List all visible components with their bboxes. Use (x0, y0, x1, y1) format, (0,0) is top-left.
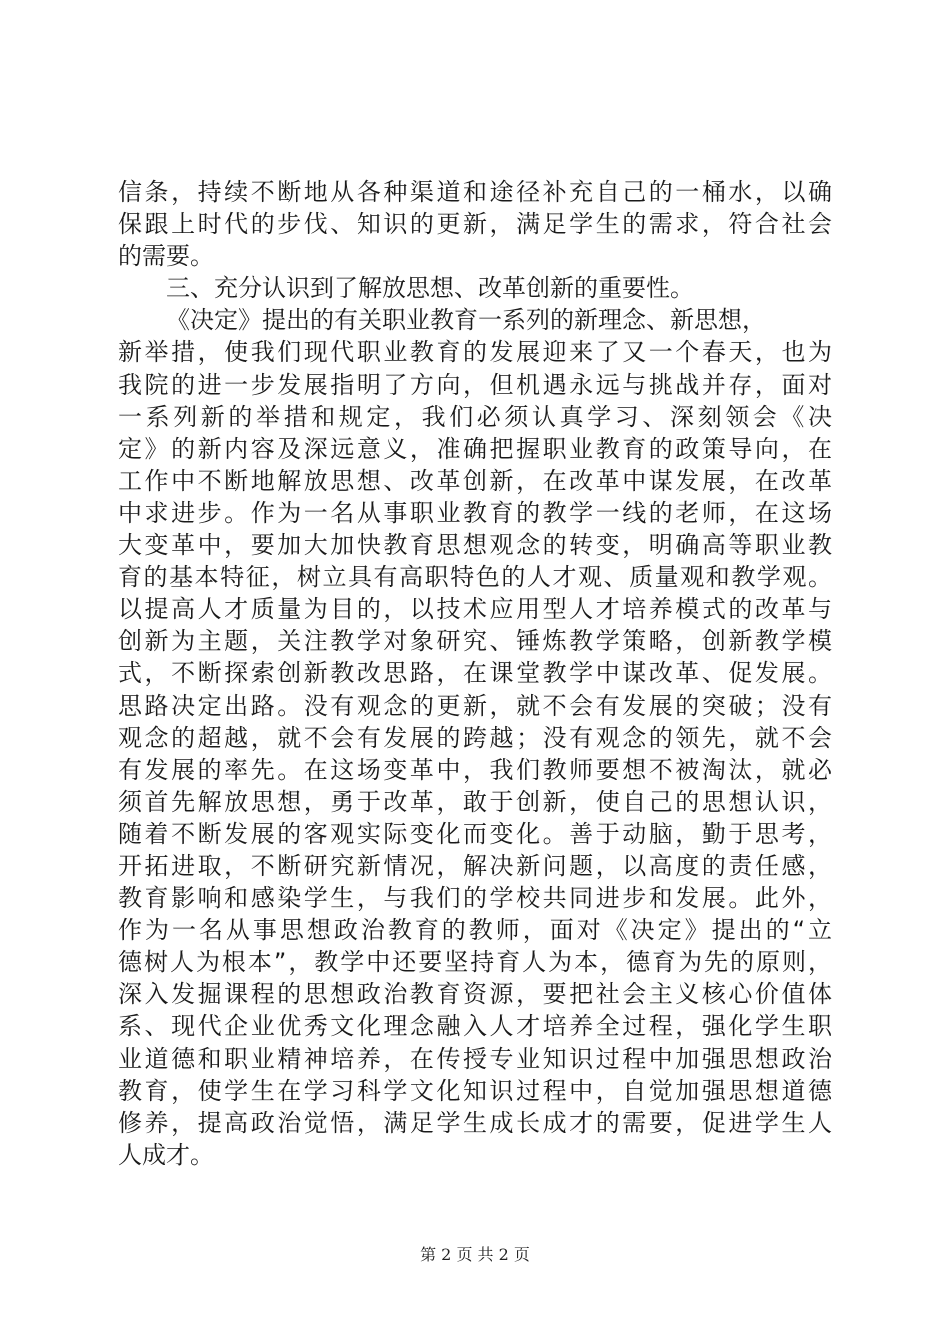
text-line: 业道德和职业精神培养，在传授专业知识过程中加强思想政治 (118, 1044, 832, 1073)
text-line: 有发展的率先。在这场变革中，我们教师要想不被淘汰，就必 (118, 755, 832, 784)
text-line: 随着不断发展的客观实际变化而变化。善于动脑，勤于思考， (118, 819, 832, 848)
text-line: 定》的新内容及深远意义，准确把握职业教育的政策导向，在 (118, 434, 832, 463)
text-line: 《决定》提出的有关职业教育一系列的新理念、新思想， (166, 306, 766, 335)
text-line: 须首先解放思想，勇于改革，敢于创新，使自己的思想认识， (118, 787, 832, 816)
page-number-footer: 第 2 页 共 2 页 (420, 1245, 530, 1264)
text-line: 教育，使学生在学习科学文化知识过程中，自觉加强思想道德 (118, 1076, 832, 1105)
text-line: 深入发掘课程的思想政治教育资源，要把社会主义核心价值体 (118, 980, 832, 1009)
body-text (118, 176, 832, 1171)
text-line: 作为一名从事思想政治教育的教师，面对《决定》提出的“立 (118, 916, 832, 945)
section-heading: 三、充分认识到了解放思想、改革创新的重要性。 (166, 274, 694, 303)
text-line: 修养，提高政治觉悟，满足学生成长成才的需要，促进学生人 (118, 1108, 832, 1137)
text-line: 人成才。 (118, 1140, 214, 1169)
text-line: 观念的超越，就不会有发展的跨越；没有观念的领先，就不会 (118, 723, 832, 752)
text-line: 开拓进取，不断研究新情况，解决新问题，以高度的责任感， (118, 851, 832, 880)
text-line: 式，不断探索创新教改思路，在课堂教学中谋改革、促发展。 (118, 659, 832, 688)
text-line: 思路决定出路。没有观念的更新，就不会有发展的突破；没有 (118, 691, 832, 720)
text-line: 德树人为根本”，教学中还要坚持育人为本，德育为先的原则， (118, 948, 832, 977)
text-line: 一系列新的举措和规定，我们必须认真学习、深刻领会《决 (118, 402, 832, 431)
text-line: 以提高人才质量为目的，以技术应用型人才培养模式的改革与 (118, 595, 832, 624)
text-line: 的需要。 (118, 242, 214, 271)
text-line: 保跟上时代的步伐、知识的更新，满足学生的需求，符合社会 (118, 210, 832, 239)
text-line: 中求进步。作为一名从事职业教育的教学一线的老师，在这场 (118, 498, 832, 527)
text-line: 大变革中，要加大加快教育思想观念的转变，明确高等职业教 (118, 531, 832, 560)
text-line: 工作中不断地解放思想、改革创新，在改革中谋发展，在改革 (118, 466, 832, 495)
text-line: 教育影响和感染学生，与我们的学校共同进步和发展。此外， (118, 884, 832, 913)
text-line: 育的基本特征，树立具有高职特色的人才观、质量观和教学观。 (118, 563, 832, 592)
text-line: 系、现代企业优秀文化理念融入人才培养全过程，强化学生职 (118, 1012, 832, 1041)
text-line: 我院的进一步发展指明了方向，但机遇永远与挑战并存，面对 (118, 370, 832, 399)
text-line: 新举措，使我们现代职业教育的发展迎来了又一个春天，也为 (118, 338, 832, 367)
text-line: 信条，持续不断地从各种渠道和途径补充自己的一桶水，以确 (118, 178, 832, 206)
text-line: 创新为主题，关注教学对象研究、锤炼教学策略，创新教学模 (118, 627, 832, 656)
